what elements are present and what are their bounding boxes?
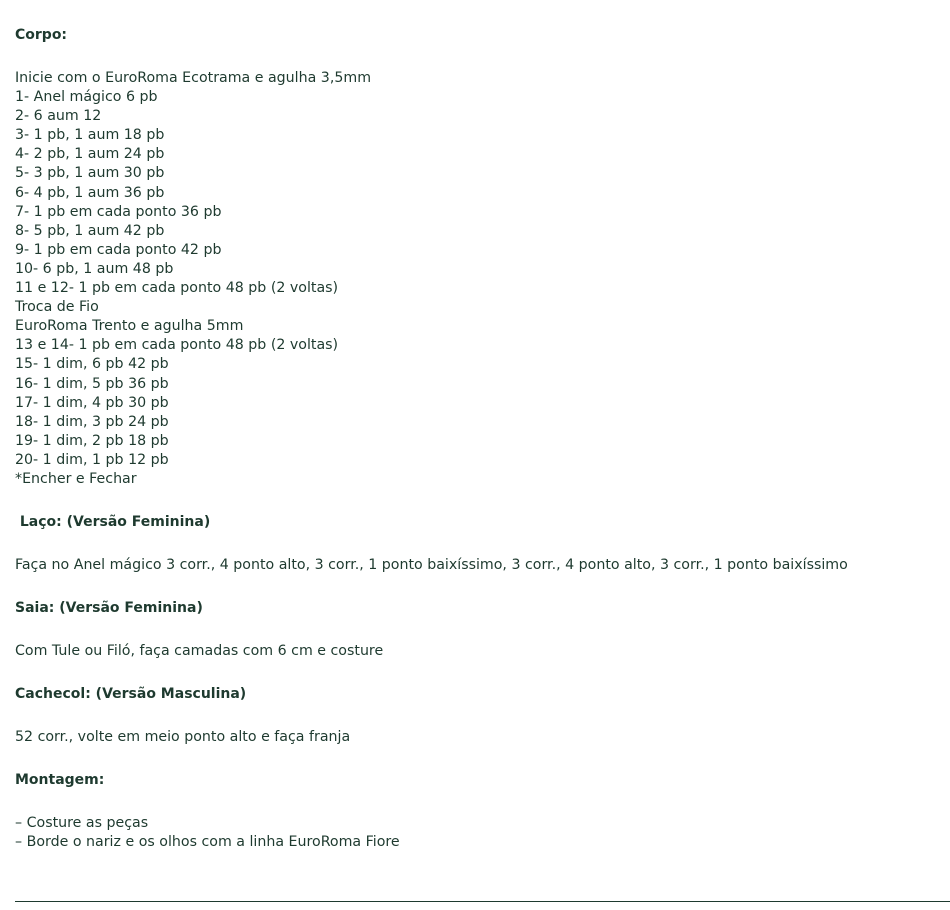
spacer <box>15 661 945 685</box>
instruction-line: 7- 1 pb em cada ponto 36 pb <box>15 203 222 220</box>
corpo-heading: Corpo: <box>15 27 68 43</box>
instruction-line: Com Tule ou Filó, faça camadas com 6 cm e costure <box>15 643 384 660</box>
instruction-line: 18- 1 dim, 3 pb 24 pb <box>15 413 169 430</box>
spacer <box>15 532 945 556</box>
pattern-content <box>15 26 945 853</box>
instruction-line: Troca de Fio <box>15 299 99 316</box>
instruction-line: – Borde o nariz e os olhos com a linha EuroRoma Fiore <box>15 834 400 851</box>
instruction-line: 19- 1 dim, 2 pb 18 pb <box>15 432 169 449</box>
instruction-line: 10- 6 pb, 1 aum 48 pb <box>15 260 174 277</box>
instruction-line: *Encher e Fechar <box>15 470 137 487</box>
laco-instructions <box>15 556 945 575</box>
laco-heading: Laço: (Versão Feminina) <box>15 514 211 531</box>
instruction-line: 4- 2 pb, 1 aum 24 pb <box>15 146 165 163</box>
spacer <box>15 704 945 728</box>
instruction-line: 16- 1 dim, 5 pb 36 pb <box>15 375 169 392</box>
instruction-line: 13 e 14- 1 pb em cada ponto 48 pb (2 voltas) <box>15 337 339 354</box>
spacer <box>15 489 945 513</box>
spacer <box>15 618 945 642</box>
instruction-line: 15- 1 dim, 6 pb 42 pb <box>15 356 169 373</box>
instruction-line: 2- 6 aum 12 <box>15 108 102 125</box>
montagem-heading: Montagem: <box>15 772 105 789</box>
saia-heading: Saia: (Versão Feminina) <box>15 600 203 617</box>
cachecol-instructions <box>15 728 945 747</box>
instruction-line: – Costure as peças <box>15 815 149 832</box>
spacer <box>15 575 945 599</box>
instruction-line: 52 corr., volte em meio ponto alto e faça franja <box>15 729 351 746</box>
instruction-line: 5- 3 pb, 1 aum 30 pb <box>15 165 165 182</box>
corpo-instructions <box>15 69 945 489</box>
spacer <box>15 747 945 771</box>
spacer <box>15 790 945 814</box>
instruction-line: 17- 1 dim, 4 pb 30 pb <box>15 394 169 411</box>
instruction-line: EuroRoma Trento e agulha 5mm <box>15 318 244 335</box>
saia-instructions <box>15 642 945 661</box>
instruction-line: 3- 1 pb, 1 aum 18 pb <box>15 127 165 144</box>
instruction-line: Inicie com o EuroRoma Ecotrama e agulha 3,5mm <box>15 70 372 86</box>
instruction-line: 9- 1 pb em cada ponto 42 pb <box>15 241 222 258</box>
section-divider <box>15 901 950 902</box>
instruction-line: 6- 4 pb, 1 aum 36 pb <box>15 184 165 201</box>
instruction-line: 11 e 12- 1 pb em cada ponto 48 pb (2 voltas) <box>15 280 339 297</box>
instruction-line: Faça no Anel mágico 3 corr., 4 ponto alto, 3 corr., 1 ponto baixíssimo, 3 corr., 4 ponto alto, 3 corr., 1 ponto baixíssimo <box>15 557 848 574</box>
instruction-line: 20- 1 dim, 1 pb 12 pb <box>15 451 169 468</box>
instruction-line: 8- 5 pb, 1 aum 42 pb <box>15 222 165 239</box>
cachecol-heading: Cachecol: (Versão Masculina) <box>15 686 247 703</box>
spacer <box>15 45 945 69</box>
instruction-line: 1- Anel mágico 6 pb <box>15 89 158 106</box>
montagem-instructions <box>15 814 945 852</box>
